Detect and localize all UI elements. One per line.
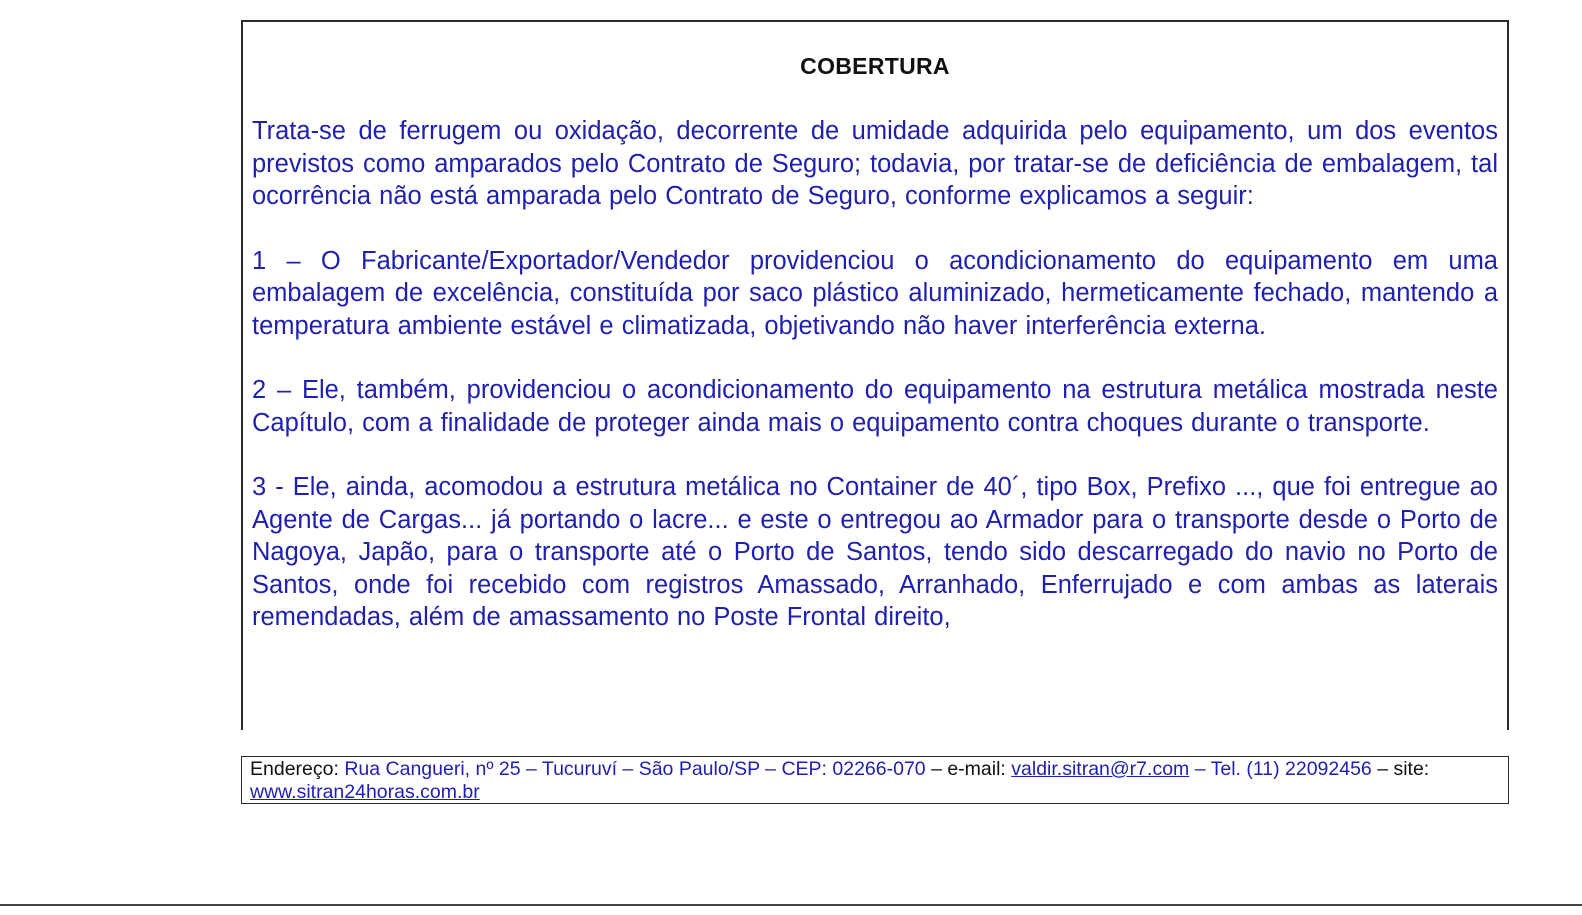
- paragraph-item-2: 2 – Ele, também, providenciou o acondicionamento do equipamento na estrutura metálica mostrada neste Capítulo, com a finalidade de proteger ainda mais o equipamento contra choques durante o transporte.: [252, 376, 1498, 437]
- phone-text: – Tel. (11) 22092456: [1189, 758, 1378, 780]
- address-text: Rua Cangueri, nº 25 – Tucuruví – São Paulo/SP – CEP: 02266-070: [338, 758, 932, 780]
- document-content-box: [241, 20, 1509, 730]
- page-bottom-divider: [0, 904, 1582, 906]
- footer-contact-box: [241, 756, 1509, 804]
- email-label: – e-mail:: [931, 758, 1012, 780]
- website-link[interactable]: www.sitran24horas.com.br: [250, 781, 480, 803]
- site-label: – site:: [1377, 758, 1430, 780]
- section-heading: COBERTURA: [800, 53, 950, 79]
- address-label: Endereço:: [250, 758, 339, 780]
- paragraph-intro: Trata-se de ferrugem ou oxidação, decorrente de umidade adquirida pelo equipamento, um dos eventos previstos como amparados pelo Contrato de Seguro; todavia, por tratar-se de deficiência de embalagem, tal ocorrência não está amparada pelo Contrato de Seguro, conforme explicamos a seguir:: [252, 117, 1498, 210]
- email-link[interactable]: valdir.sitran@r7.com: [1011, 758, 1190, 780]
- paragraph-item-1: 1 – O Fabricante/Exportador/Vendedor providenciou o acondicionamento do equipamento em uma embalagem de excelência, constituída por saco plástico aluminizado, hermeticamente fechado, mantendo a temperatura ambiente estável e climatizada, objetivando não haver interferência externa.: [252, 246, 1498, 340]
- paragraph-item-3: 3 - Ele, ainda, acomodou a estrutura metálica no Container de 40´, tipo Box, Prefixo ..., que foi entregue ao Agente de Cargas... já portando o lacre... e este o entregou ao Armador para o transporte desde o Porto de Nagoya, Japão, para o transporte até o Porto de Santos, tendo sido descarregado do navio no Porto de Santos, onde foi recebido com registros Amassado, Arranhado, Enferrujado e com ambas as laterais remendadas, além de amassamento no Poste Frontal direito,: [252, 473, 1498, 631]
